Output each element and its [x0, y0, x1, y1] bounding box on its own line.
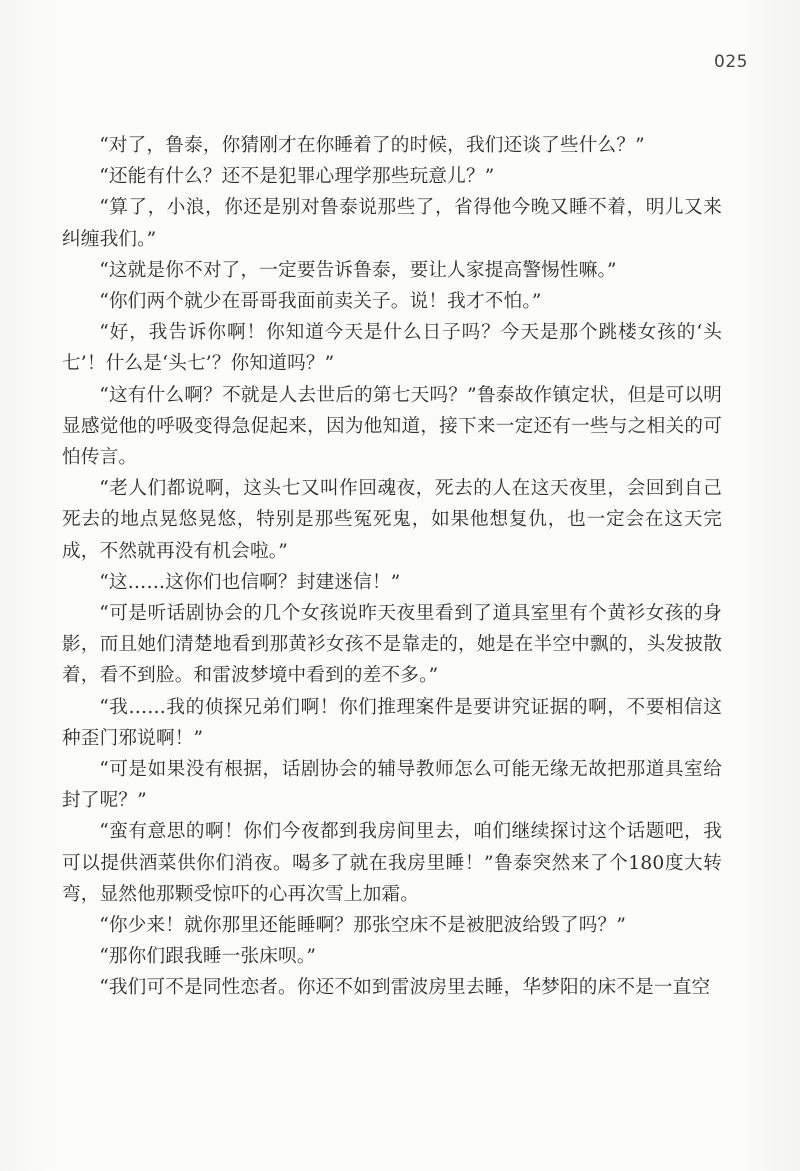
paragraph: “可是听话剧协会的几个女孩说昨天夜里看到了道具室里有个黄衫女孩的身影，而且她们清楚地看到那黄衫女孩不是靠走的，她是在半空中飘的，头发披散着，看不到脸。和雷波梦境中看到的差不多。”	[62, 603, 722, 687]
paragraph: “对了，鲁泰，你猜刚才在你睡着了的时候，我们还谈了些什么？”	[99, 135, 645, 156]
paragraph: “这有什么啊？不就是人去世后的第七天吗？”鲁泰故作镇定状，但是可以明显感觉他的呼吸变得急促起来，因为他知道，接下来一定还有一些与之相关的可怕传言。	[62, 384, 722, 469]
paragraph: “你少来！就你那里还能睡啊？那张空床不是被肥波给毁了吗？”	[99, 915, 627, 937]
paragraph: “老人们都说啊，这头七又叫作回魂夜，死去的人在这天夜里，会回到自己死去的地点晃悠晃悠，特别是那些冤死鬼，如果他想复仇，也一定会在这天完成，不然就再没有机会啦。”	[62, 478, 722, 562]
paragraph: “我……我的侦探兄弟们啊！你们推理案件是要讲究证据的啊，不要相信这种歪门邪说啊！”	[62, 696, 722, 749]
paragraph: “蛮有意思的啊！你们今夜都到我房间里去，咱们继续探讨这个话题吧，我可以提供酒菜供你们消夜。喝多了就在我房里睡！”鲁泰突然来了个180度大转弯，显然他那颗受惊吓的心再次雪上加霜。	[62, 821, 722, 905]
body-text	[62, 130, 722, 1004]
paragraph: “可是如果没有根据，话剧协会的辅导教师怎么可能无缘无故把那道具室给封了呢？”	[62, 759, 722, 812]
paragraph: “好，我告诉你啊！你知道今天是什么日子吗？今天是那个跳楼女孩的‘头七’！什么是‘头七’？你知道吗？”	[62, 322, 722, 375]
paragraph: “你们两个就少在哥哥我面前卖关子。说！我才不怕。”	[99, 291, 542, 313]
paragraph: “那你们跟我睡一张床呗。”	[99, 946, 317, 968]
paragraph: “我们可不是同性恋者。你还不如到雷波房里去睡，华梦阳的床不是一直空	[99, 977, 711, 999]
paragraph: “这就是你不对了，一定要告诉鲁泰，要让人家提高警惕性嘛。”	[99, 259, 617, 281]
paragraph: “还能有什么？还不是犯罪心理学那些玩意儿？”	[99, 166, 495, 188]
page-number: 025	[714, 52, 748, 72]
paragraph: “算了，小浪，你还是别对鲁泰说那些了，省得他今晚又睡不着，明儿又来纠缠我们。”	[62, 197, 722, 250]
paragraph: “这……这你们也信啊？封建迷信！”	[99, 571, 401, 593]
